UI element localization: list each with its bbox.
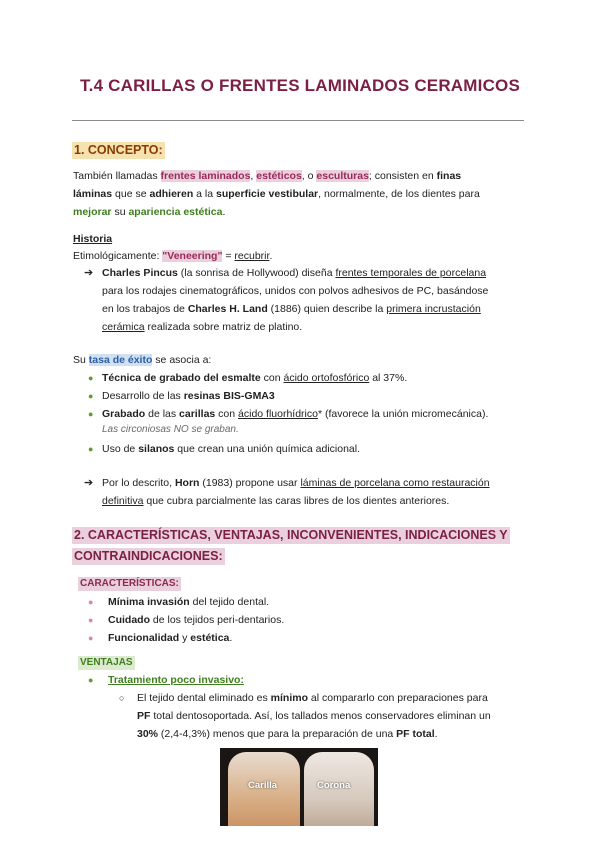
historia-line-3 <box>102 302 481 316</box>
bullet-icon: ● <box>88 444 94 454</box>
text-span: Su <box>73 354 89 366</box>
term-frentes-laminados: frentes laminados <box>160 170 251 182</box>
concepto-line-3 <box>73 205 225 219</box>
term-primera-incrustacion: primera incrustación <box>386 303 481 315</box>
term-funcionalidad: Funcionalidad <box>108 632 180 644</box>
text-span: al compararlo con preparaciones para <box>308 692 488 704</box>
carilla-corona-photo <box>220 748 378 826</box>
term-minimo: mínimo <box>270 692 309 704</box>
section-heading-2-line-2: CONTRAINDICACIONES: <box>74 549 223 563</box>
text-span: , o <box>301 170 317 182</box>
term-apariencia-estetica: apariencia estética <box>128 206 223 218</box>
text-span: * (favorece la unión micromecánica). <box>317 408 489 420</box>
ventaja-detail-2 <box>137 709 491 723</box>
term-carillas: carillas <box>179 408 216 420</box>
circle-bullet-icon: ○ <box>119 693 125 703</box>
text-span: ; consisten en <box>368 170 437 182</box>
term-esculturas: esculturas <box>316 170 369 182</box>
concepto-line-2 <box>73 187 480 201</box>
text-span: = <box>222 250 235 262</box>
text-span: total dentosoportada. Así, los tallados menos conservadores eliminan un <box>150 710 491 722</box>
text-span: Desarrollo de las <box>102 390 184 402</box>
term-mejorar: mejorar <box>73 206 112 218</box>
etimologia-line <box>73 249 272 263</box>
term-frentes-temporales: frentes temporales de porcelana <box>335 267 487 279</box>
photo-label-corona: Corona <box>317 780 351 791</box>
horn-line-2 <box>102 494 449 508</box>
term-30-percent: 30% <box>137 728 159 740</box>
term-veneering: "Veneering" <box>162 250 223 262</box>
term-acido-fluorhidrico: ácido fluorhídrico <box>238 408 318 420</box>
section-heading-concepto: 1. CONCEPTO: <box>74 143 163 157</box>
bullet-icon: ● <box>88 391 94 401</box>
text-span: El tejido dental eliminado es <box>137 692 271 704</box>
term-laminas: láminas <box>73 188 113 200</box>
text-span: al 37%. <box>369 372 408 384</box>
ventajas-heading: VENTAJAS <box>80 657 133 668</box>
term-pf-total: PF total <box>396 728 435 740</box>
text-span: con <box>215 408 239 420</box>
term-adhieren: adhieren <box>149 188 194 200</box>
text-span: a la <box>193 188 217 200</box>
text-span: que crean una unión química adicional. <box>174 443 361 455</box>
term-definitiva: definitiva <box>102 495 144 507</box>
term-superficie-vestibular: superficie vestibular <box>216 188 319 200</box>
bullet-icon: ● <box>88 373 94 383</box>
term-charles-land: Charles H. Land <box>187 303 268 315</box>
text-span: Etimológicamente: <box>73 250 163 262</box>
ventaja-detail-3 <box>137 727 438 741</box>
text-span: . <box>269 250 273 262</box>
text-span: . <box>229 632 233 644</box>
ventaja-1: Tratamiento poco invasivo: <box>108 674 244 686</box>
term-grabado-esmalte: Técnica de grabado del esmalte <box>102 372 261 384</box>
arrow-icon: ➔ <box>84 267 94 279</box>
text-span: . <box>222 206 226 218</box>
bullet-icon: ● <box>88 597 94 607</box>
page-title: T.4 CARILLAS O FRENTES LAMINADOS CERAMICOS <box>79 76 521 95</box>
text-span: de los tejidos peri-dentarios. <box>150 614 285 626</box>
term-grabado: Grabado <box>102 408 146 420</box>
text-span: que se <box>112 188 150 200</box>
caracteristica-2 <box>108 613 284 627</box>
text-span: que cubra parcialmente las caras libres de los dientes anteriores. <box>143 495 450 507</box>
caracteristicas-heading: CARACTERÍSTICAS: <box>80 578 179 589</box>
historia-line-4 <box>102 320 302 334</box>
exito-item-4 <box>102 442 360 456</box>
text-span: se asocia a: <box>152 354 212 366</box>
text-span: , normalmente, de los dientes para <box>318 188 480 200</box>
exito-note: Las circoniosas NO se graban. <box>102 424 239 435</box>
photo-label-carilla: Carilla <box>248 780 278 791</box>
title-divider <box>72 120 524 121</box>
historia-line-2: para los rodajes cinematográficos, unidos con polvos adhesivos de PC, basándose <box>102 285 489 297</box>
text-span: con <box>260 372 284 384</box>
bullet-icon: ● <box>88 615 94 625</box>
term-silanos: silanos <box>138 443 175 455</box>
historia-line-1 <box>102 266 486 280</box>
bullet-icon: ● <box>88 675 94 685</box>
text-span: de las <box>145 408 180 420</box>
section-heading-2-line-1: 2. CARACTERÍSTICAS, VENTAJAS, INCONVENIENTES, INDICACIONES Y <box>74 528 508 542</box>
term-minima-invasion: Mínima invasión <box>108 596 190 608</box>
term-estetica: estética <box>190 632 230 644</box>
term-ceramica: cerámica <box>102 321 145 333</box>
term-recubrir: recubrir <box>234 250 270 262</box>
term-acido-ortofosforico: ácido ortofosfórico <box>283 372 370 384</box>
term-horn: Horn <box>174 477 200 489</box>
text-span: y <box>179 632 191 644</box>
horn-line-1 <box>102 476 490 490</box>
text-span: (1886) quien describe la <box>267 303 387 315</box>
text-span: , <box>250 170 257 182</box>
term-esteticos: estéticos <box>256 170 302 182</box>
term-charles-pincus: Charles Pincus <box>102 267 178 279</box>
bullet-icon: ● <box>88 409 94 419</box>
concepto-line-1 <box>73 169 461 183</box>
exito-item-2 <box>102 389 275 403</box>
exito-item-1 <box>102 371 407 385</box>
arrow-icon: ➔ <box>84 477 94 489</box>
text-span: Por lo descrito, <box>102 477 175 489</box>
text-span: (1983) propone usar <box>199 477 301 489</box>
text-span: Uso de <box>102 443 139 455</box>
text-span: (2,4-4,3%) menos que para la preparación de una <box>158 728 397 740</box>
text-span: del tejido dental. <box>189 596 270 608</box>
bullet-icon: ● <box>88 633 94 643</box>
term-finas: finas <box>436 170 462 182</box>
historia-heading: Historia <box>73 233 113 245</box>
text-span: realizada sobre matriz de platino. <box>144 321 303 333</box>
text-span: (la sonrisa de Hollywood) diseña <box>177 267 336 279</box>
term-laminas-porcelana: láminas de porcelana como restauración <box>300 477 490 489</box>
term-cuidado: Cuidado <box>108 614 150 626</box>
text-span: su <box>111 206 129 218</box>
caracteristica-1 <box>108 595 269 609</box>
term-tasa-de-exito: tasa de éxito <box>88 354 153 366</box>
text-span: . <box>434 728 438 740</box>
exito-intro <box>73 353 211 367</box>
text-span: También llamadas <box>73 170 161 182</box>
term-resinas: resinas BIS-GMA3 <box>183 390 275 402</box>
text-span: en los trabajos de <box>102 303 188 315</box>
ventaja-detail-1 <box>137 691 488 705</box>
exito-item-3 <box>102 407 488 421</box>
caracteristica-3 <box>108 631 232 645</box>
term-pf: PF <box>137 710 151 722</box>
